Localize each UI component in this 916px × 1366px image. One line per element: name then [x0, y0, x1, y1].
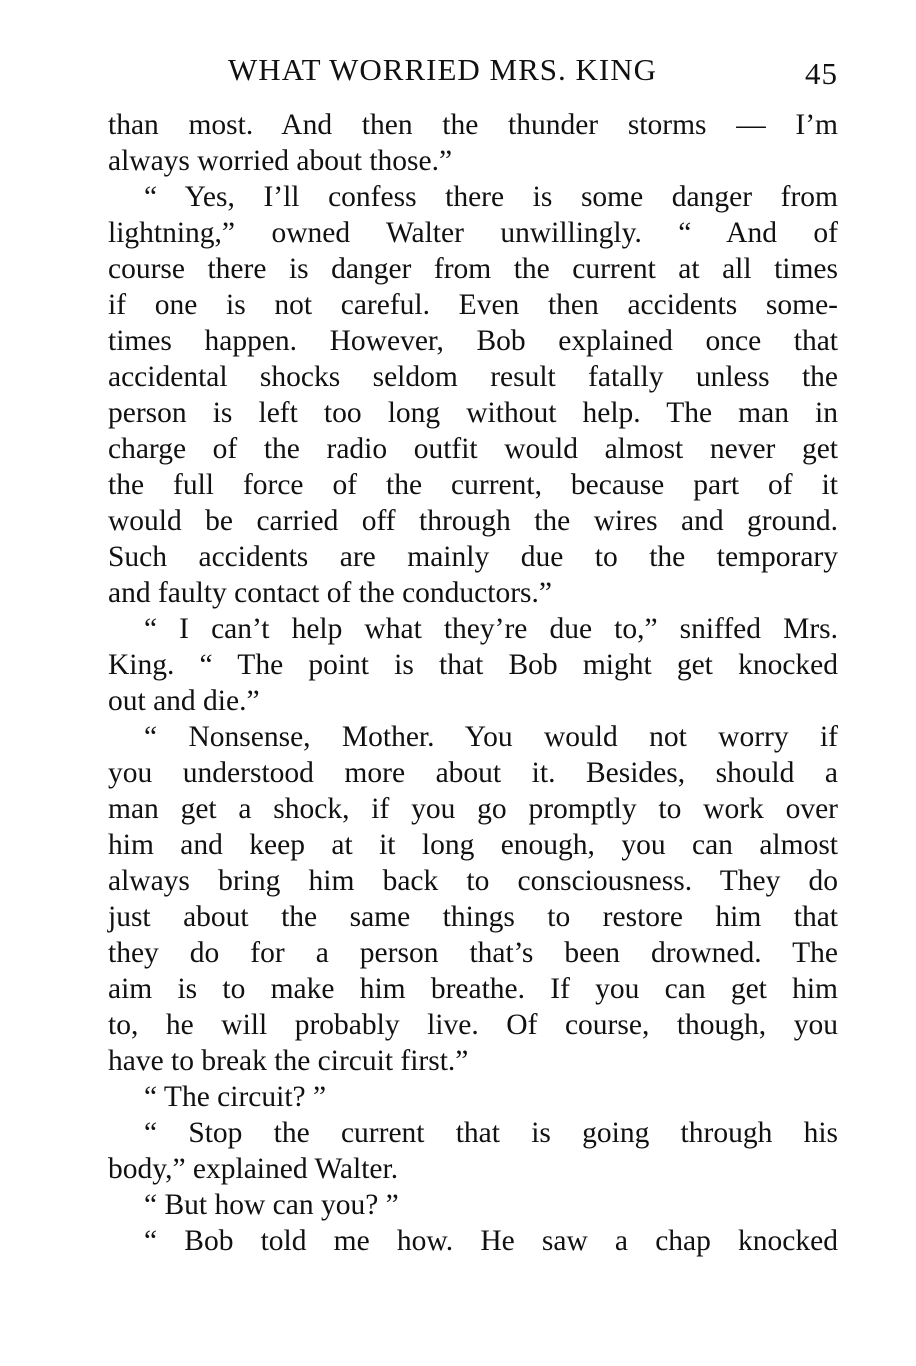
- text-line: “ I can’t help what they’re due to,” sniffed Mrs.: [144, 613, 838, 645]
- text-line: lightning,” owned Walter unwillingly. “ And of: [108, 217, 838, 249]
- text-line: if one is not careful. Even then accidents some-: [108, 289, 838, 321]
- running-title: WHAT WORRIED MRS. KING: [228, 52, 658, 87]
- text-line: and faulty contact of the conductors.”: [108, 577, 552, 609]
- text-line: “ Nonsense, Mother. You would not worry if: [144, 721, 838, 753]
- text-line: “ Bob told me how. He saw a chap knocked: [144, 1225, 838, 1257]
- text-line: they do for a person that’s been drowned. The: [108, 937, 838, 969]
- text-line: would be carried off through the wires and ground.: [108, 505, 838, 537]
- text-line: accidental shocks seldom result fatally unless the: [108, 361, 838, 393]
- page-number: 45: [805, 56, 838, 91]
- text-line: always bring him back to consciousness. They do: [108, 865, 838, 897]
- text-line: “ But how can you? ”: [144, 1189, 399, 1221]
- text-line: person is left too long without help. The man in: [108, 397, 838, 429]
- text-line: King. “ The point is that Bob might get knocked: [108, 649, 838, 681]
- text-line: have to break the circuit first.”: [108, 1045, 469, 1077]
- text-line: “ The circuit? ”: [144, 1081, 327, 1113]
- text-line: always worried about those.”: [108, 145, 453, 177]
- text-line: times happen. However, Bob explained once that: [108, 325, 838, 357]
- text-line: “ Stop the current that is going through his: [144, 1117, 838, 1149]
- text-line: him and keep at it long enough, you can almost: [108, 829, 838, 861]
- text-line: to, he will probably live. Of course, though, you: [108, 1009, 838, 1041]
- text-line: charge of the radio outfit would almost never get: [108, 433, 838, 465]
- text-line: man get a shock, if you go promptly to work over: [108, 793, 838, 825]
- text-line: out and die.”: [108, 685, 260, 717]
- running-head: [108, 52, 840, 92]
- text-line: Such accidents are mainly due to the temporary: [108, 541, 838, 573]
- body-text: [108, 107, 838, 1259]
- text-line: than most. And then the thunder storms — I’m: [108, 109, 838, 141]
- text-line: you understood more about it. Besides, should a: [108, 757, 838, 789]
- text-line: just about the same things to restore him that: [108, 901, 838, 933]
- text-line: aim is to make him breathe. If you can get him: [108, 973, 838, 1005]
- text-line: course there is danger from the current at all times: [108, 253, 838, 285]
- text-line: “ Yes, I’ll confess there is some danger from: [144, 181, 838, 213]
- text-line: the full force of the current, because part of it: [108, 469, 838, 501]
- text-line: body,” explained Walter.: [108, 1153, 399, 1185]
